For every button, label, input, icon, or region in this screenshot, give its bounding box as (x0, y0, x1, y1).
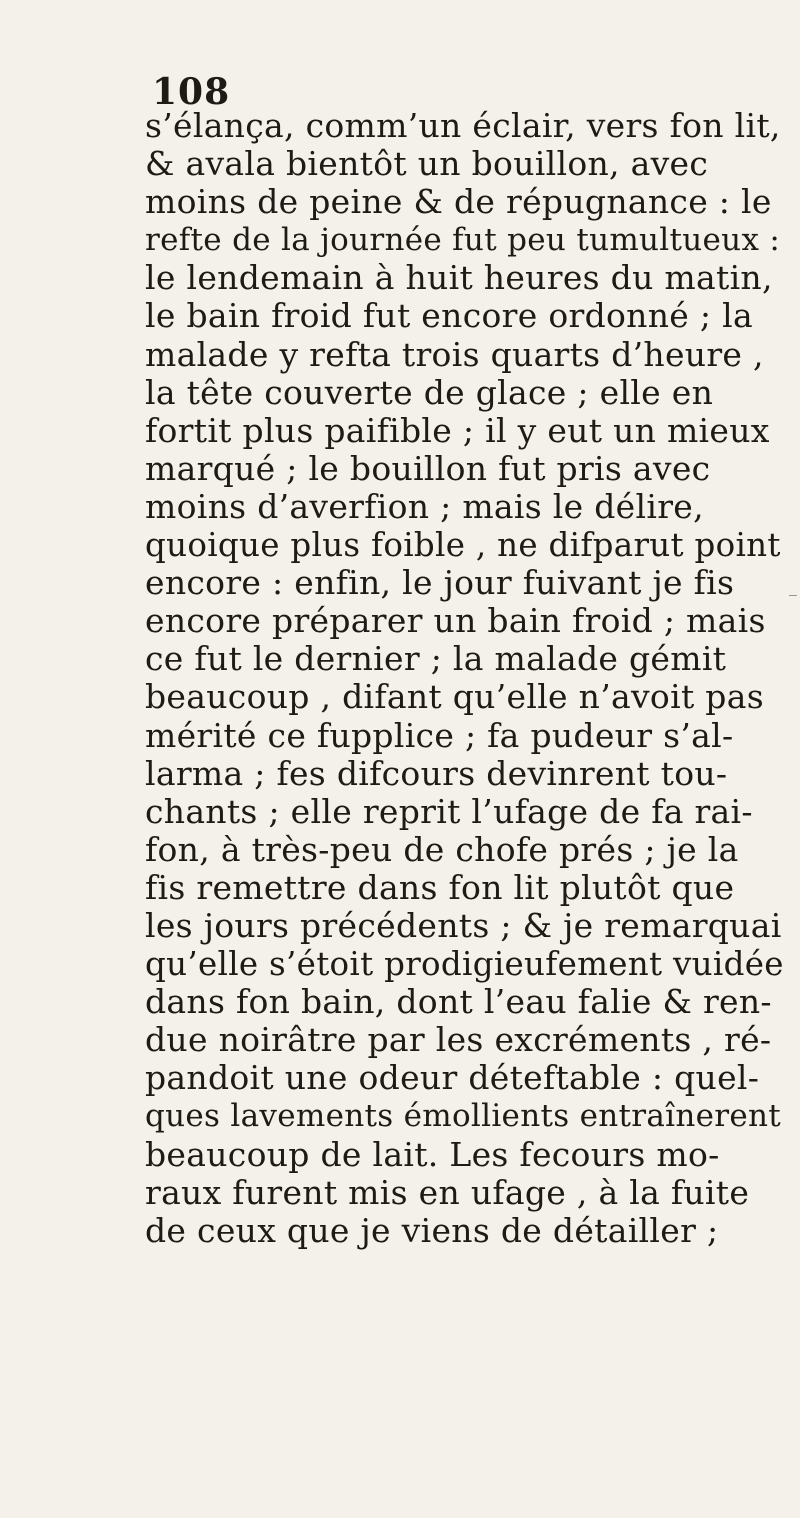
text-line: le lendemain à huit heures du matin, (145, 258, 773, 298)
text-line: pandoit une odeur déteftable : quel- (145, 1058, 760, 1098)
text-line: & avala bientôt un bouillon, avec (145, 144, 709, 184)
text-line: refte de la journée fut peu tumultueux : (145, 222, 781, 259)
text-line: ce fut le dernier ; la malade gémit (145, 639, 727, 679)
text-line: moins d’averfion ; mais le délire, (145, 486, 704, 526)
text-line: quoique plus foible , ne difparut point (145, 526, 781, 565)
text-line: fis remettre dans fon lit plutôt que (145, 867, 735, 907)
text-line: encore : enfin, le jour fuivant je fis (145, 563, 735, 603)
text-line: de ceux que je viens de détailler ; (145, 1210, 719, 1250)
text-line: s’élança, comm’un éclair, vers fon lit, (145, 106, 781, 145)
text-line: marqué ; le bouillon fut pris avec (145, 448, 711, 488)
text-line: fon, à très-peu de chofe prés ; je la (145, 829, 739, 869)
text-line: larma ; fes difcours devinrent tou- (145, 753, 728, 793)
text-line: le bain froid fut encore ordonné ; la (145, 296, 753, 336)
text-line: chants ; elle reprit l’ufage de fa rai- (145, 791, 753, 831)
page-number: 108 (152, 71, 231, 113)
text-line: ques lavements émollients entraînerent (145, 1098, 782, 1135)
text-line: moins de peine & de répugnance : le (145, 182, 772, 222)
text-line: fortit plus paifible ; il y eut un mieux (145, 410, 770, 450)
body-text (145, 107, 785, 1250)
text-line: encore préparer un bain froid ; mais (145, 601, 766, 641)
text-line: la tête couverte de glace ; elle en (145, 372, 714, 412)
margin-mark (789, 595, 797, 596)
text-line: due noirâtre par les excréments , ré- (145, 1020, 772, 1060)
text-line: beaucoup de lait. Les fecours mo- (145, 1134, 720, 1174)
text-line: dans fon bain, dont l’eau falie & ren- (145, 982, 772, 1022)
text-line: malade y refta trois quarts d’heure , (145, 334, 764, 374)
text-line: mérité ce fupplice ; fa pudeur s’al- (145, 715, 734, 755)
text-line: beaucoup , difant qu’elle n’avoit pas (145, 677, 764, 717)
text-line: qu’elle s’étoit prodigieufement vuidée (145, 945, 784, 984)
text-line: raux furent mis en ufage , à la fuite (145, 1172, 750, 1212)
text-line: les jours précédents ; & je remarquai (145, 905, 782, 945)
